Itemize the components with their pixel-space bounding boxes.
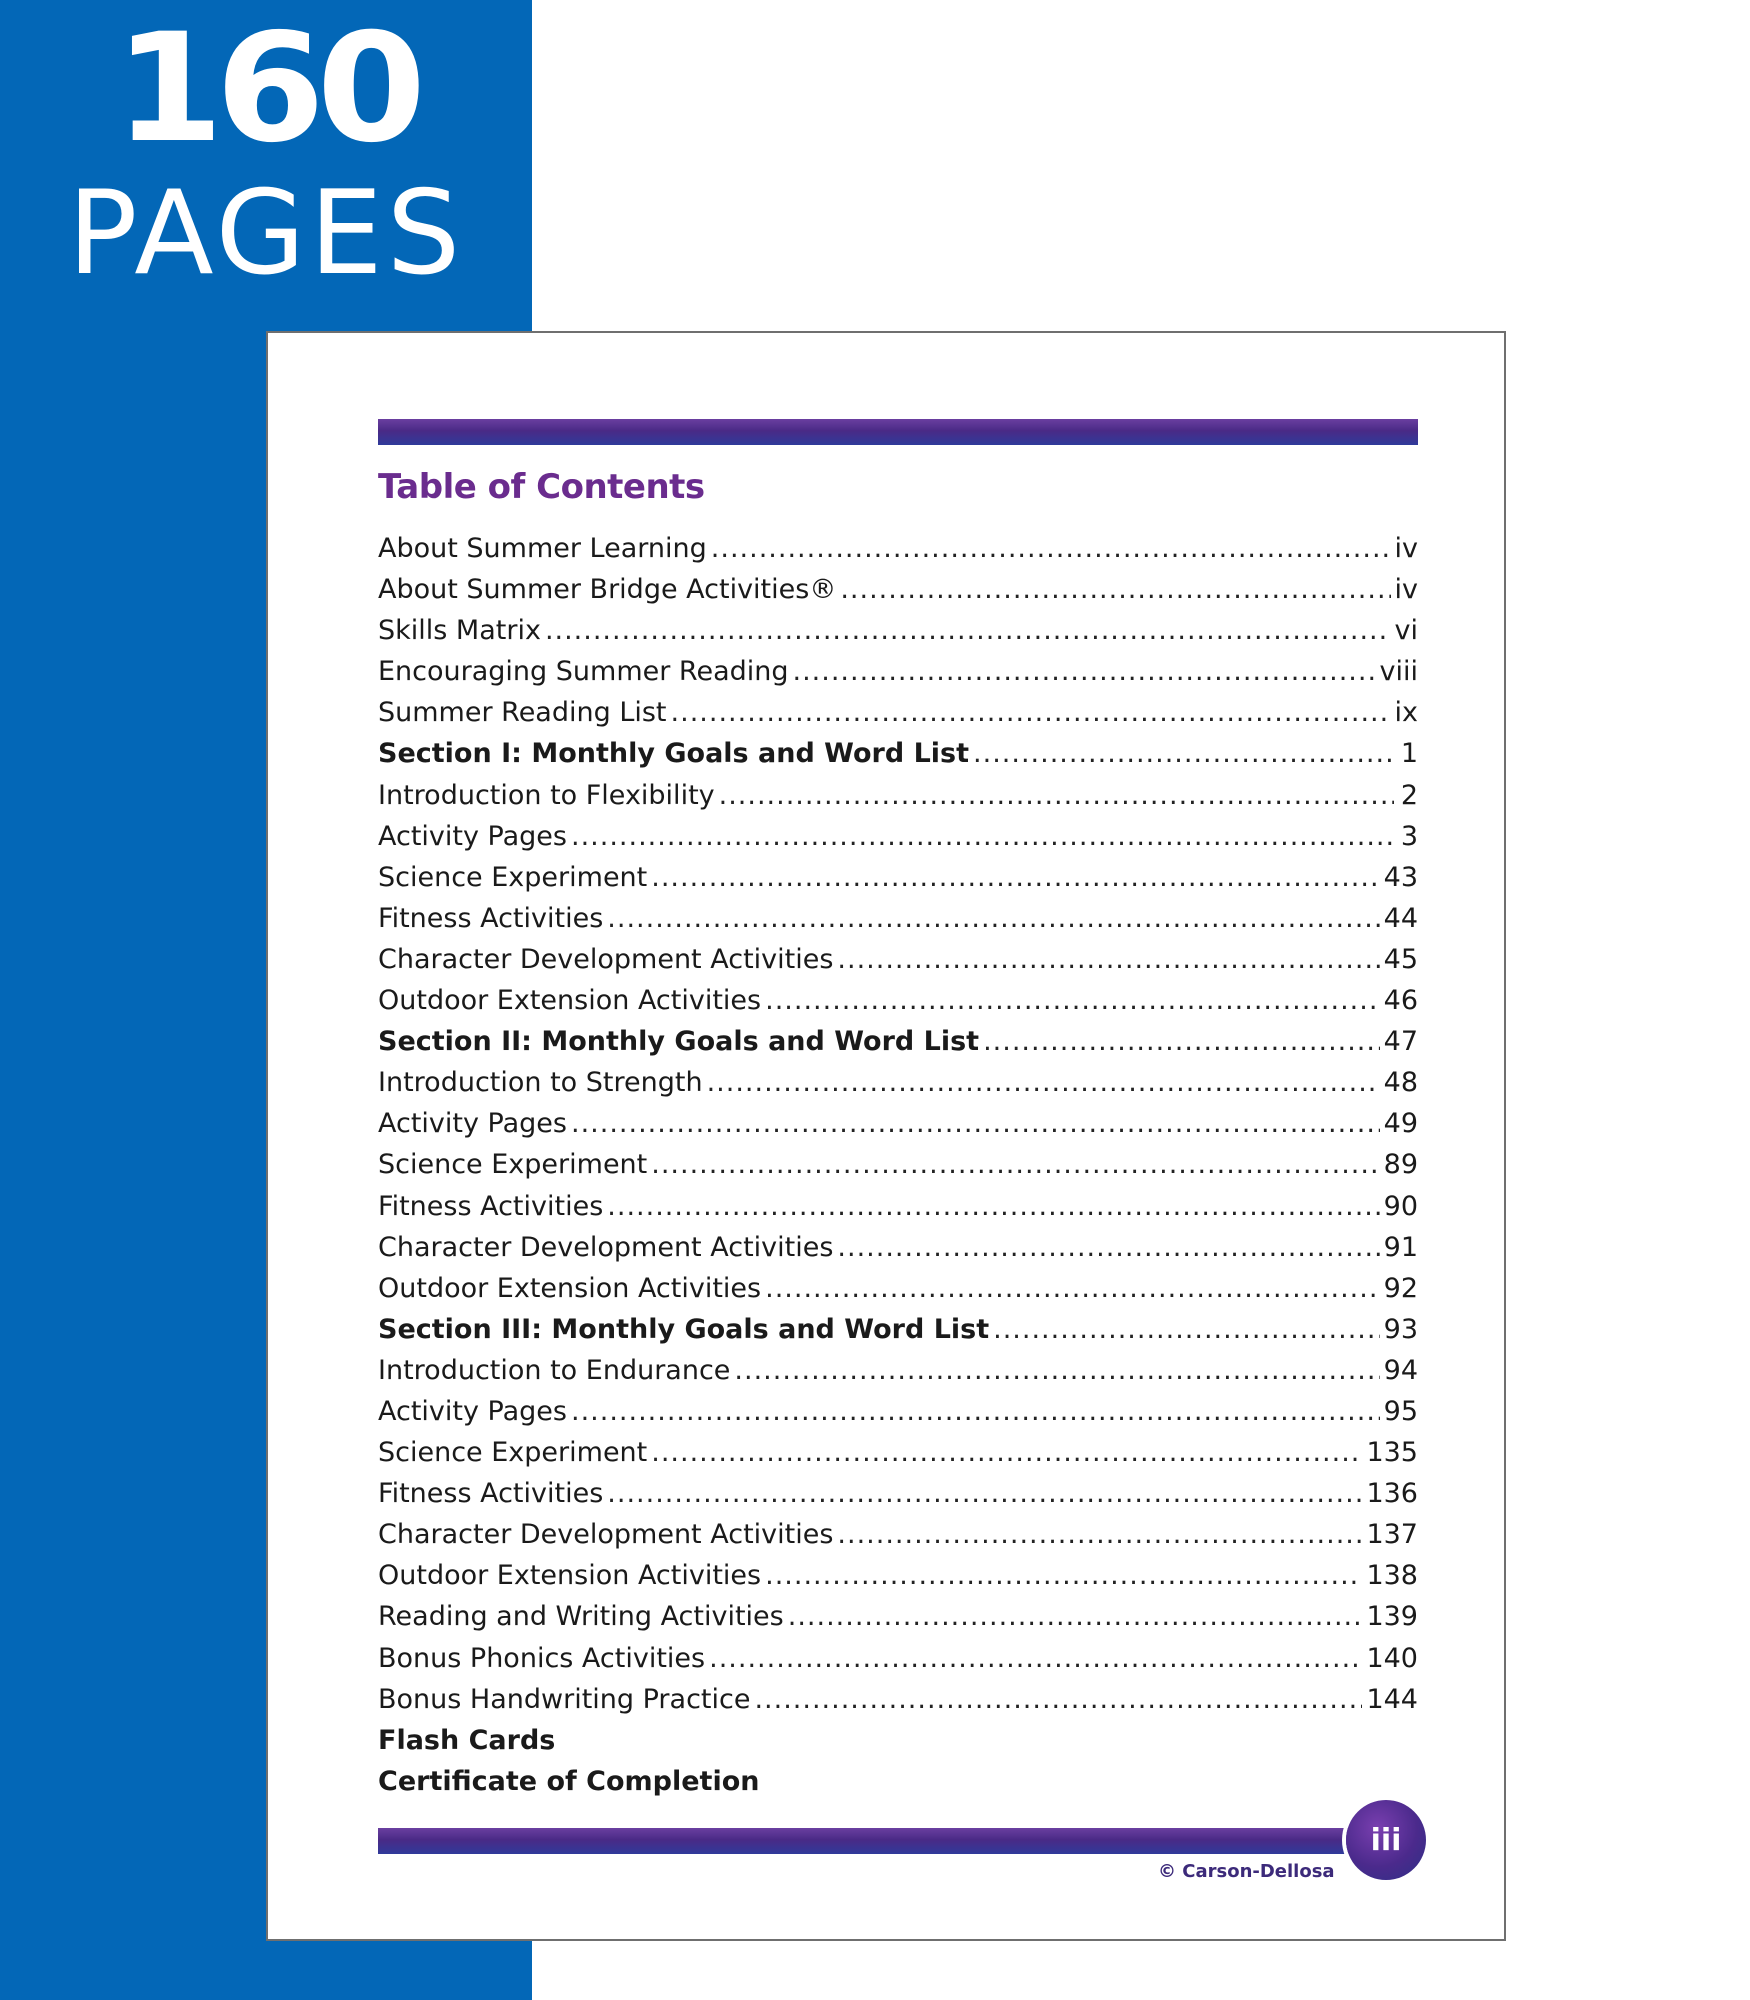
toc-entry: [378, 1355, 1418, 1396]
toc-dot-leader: [754, 1684, 1362, 1715]
toc-entry-label: Fitness Activities: [378, 1478, 604, 1510]
toc-entry-page: 2: [1400, 779, 1418, 811]
toc-entry-label: Bonus Phonics Activities: [378, 1642, 706, 1674]
toc-entry-label: Fitness Activities: [378, 902, 604, 934]
toc-entry-label: Science Experiment: [378, 1437, 648, 1469]
toc-entry-label: About Summer Bridge Activities®: [378, 574, 837, 606]
toc-entry-page: 91: [1383, 1231, 1418, 1263]
toc-entry: [378, 985, 1418, 1026]
toc-entry: [378, 1437, 1418, 1478]
toc-dot-leader: [788, 1601, 1363, 1632]
toc-entry: [378, 1232, 1418, 1273]
toc-dot-leader: [983, 1026, 1380, 1057]
toc-entry-page: 139: [1366, 1601, 1418, 1633]
header-rule: [378, 419, 1418, 445]
toc-entry: [378, 1684, 1418, 1725]
toc-entry-label: Activity Pages: [378, 1395, 567, 1427]
page-number-badge: iii: [1346, 1800, 1426, 1880]
toc-dot-leader: [571, 1108, 1380, 1139]
toc-entry-page: 89: [1383, 1149, 1418, 1181]
toc-entry: [378, 533, 1418, 574]
toc-entry: [378, 615, 1418, 656]
toc-entry-label: Fitness Activities: [378, 1190, 604, 1222]
toc-dot-leader: [607, 1478, 1362, 1509]
page-count-word: PAGES: [67, 166, 465, 301]
toc-entry-page: ix: [1394, 697, 1418, 729]
toc-entry: [378, 1766, 1418, 1807]
toc-entry: [378, 1026, 1418, 1067]
toc-entry-label: Outdoor Extension Activities: [378, 1560, 762, 1592]
toc-entry-page: 44: [1383, 902, 1418, 934]
toc-entry: [378, 697, 1418, 738]
toc-dot-leader: [765, 985, 1380, 1016]
toc-entry: [378, 1396, 1418, 1437]
toc-entry: [378, 1478, 1418, 1519]
toc-entry-page: 43: [1383, 861, 1418, 893]
toc-entry-page: 46: [1383, 985, 1418, 1017]
toc-entry: [378, 780, 1418, 821]
toc-dot-leader: [651, 862, 1379, 893]
toc-entry: [378, 1519, 1418, 1560]
toc-entry-page: 137: [1366, 1519, 1418, 1551]
toc-entry-page: viii: [1379, 656, 1418, 688]
toc-dot-leader: [765, 1560, 1362, 1591]
toc-entry-page: 95: [1383, 1395, 1418, 1427]
toc-entry-page: 45: [1383, 943, 1418, 975]
toc-dot-leader: [651, 1437, 1362, 1468]
toc-entry-page: 49: [1383, 1108, 1418, 1140]
toc-dot-leader: [734, 1355, 1379, 1386]
toc-entry-page: 48: [1383, 1067, 1418, 1099]
toc-entry-page: 3: [1400, 820, 1418, 852]
toc-entry: [378, 1108, 1418, 1149]
toc-entry: [378, 821, 1418, 862]
toc-entry-page: 94: [1383, 1354, 1418, 1386]
toc-dot-leader: [707, 1067, 1380, 1098]
toc-entry: [378, 656, 1418, 697]
toc-dot-leader: [719, 780, 1394, 811]
toc-entry-page: vi: [1394, 615, 1418, 647]
toc-entry-label: Introduction to Flexibility: [378, 779, 715, 811]
toc-entry-page: 90: [1383, 1190, 1418, 1222]
toc-dot-leader: [837, 1232, 1379, 1263]
toc-entry-label: Summer Reading List: [378, 697, 667, 729]
toc-entry-label: Science Experiment: [378, 861, 648, 893]
table-of-contents-page: [266, 331, 1506, 1941]
toc-dot-leader: [545, 615, 1391, 646]
toc-entry: [378, 574, 1418, 615]
toc-dot-leader: [709, 1643, 1362, 1674]
toc-entry-page: iv: [1394, 574, 1418, 606]
toc-dot-leader: [651, 1149, 1379, 1180]
toc-entry: [378, 1191, 1418, 1232]
toc-entry-label: Section I: Monthly Goals and Word List: [378, 738, 970, 770]
toc-entry-page: 1: [1400, 738, 1418, 770]
toc-entry-page: 92: [1383, 1272, 1418, 1304]
toc-entry: [378, 1725, 1418, 1766]
toc-entry-label: Skills Matrix: [378, 615, 541, 647]
toc-dot-leader: [837, 1519, 1362, 1550]
toc-entry-page: 140: [1366, 1642, 1418, 1674]
toc-entry: [378, 1273, 1418, 1314]
toc-entry: [378, 1643, 1418, 1684]
toc-entry-label: Introduction to Strength: [378, 1067, 703, 1099]
toc-entry: [378, 1601, 1418, 1642]
toc-entry-label: Certificate of Completion: [378, 1765, 760, 1797]
toc-dot-leader: [571, 1396, 1380, 1427]
toc-dot-leader: [607, 1191, 1379, 1222]
toc-entry-label: Section III: Monthly Goals and Word List: [378, 1313, 990, 1345]
toc-dot-leader: [793, 656, 1376, 687]
toc-dot-leader: [973, 738, 1394, 769]
toc-entry-label: Character Development Activities: [378, 1519, 834, 1551]
toc-entry: [378, 903, 1418, 944]
toc-entry-label: Bonus Handwriting Practice: [378, 1683, 751, 1715]
toc-dot-leader: [840, 574, 1390, 605]
toc-entry: [378, 738, 1418, 779]
toc-entry-label: Character Development Activities: [378, 1231, 834, 1263]
toc-entry-label: Reading and Writing Activities: [378, 1601, 784, 1633]
toc-dot-leader: [571, 821, 1394, 852]
copyright-text: © Carson-Dellosa: [1158, 1861, 1335, 1882]
toc-entry-page: 47: [1383, 1026, 1418, 1058]
toc-entry-label: Activity Pages: [378, 1108, 567, 1140]
toc-dot-leader: [671, 697, 1391, 728]
toc-entry-label: Character Development Activities: [378, 943, 834, 975]
toc-entry-page: 144: [1366, 1683, 1418, 1715]
toc-entry-page: 136: [1366, 1478, 1418, 1510]
toc-entry: [378, 1067, 1418, 1108]
toc-entry-label: Activity Pages: [378, 820, 567, 852]
toc-entry: [378, 1314, 1418, 1355]
toc-entry-page: 138: [1366, 1560, 1418, 1592]
toc-entry: [378, 944, 1418, 985]
toc-list: [378, 533, 1418, 1807]
toc-entry-page: 93: [1383, 1313, 1418, 1345]
toc-entry-label: Science Experiment: [378, 1149, 648, 1181]
page-count-number: 160: [114, 2, 418, 176]
toc-entry-label: Outdoor Extension Activities: [378, 985, 762, 1017]
toc-entry-label: Outdoor Extension Activities: [378, 1272, 762, 1304]
toc-entry-label: Section II: Monthly Goals and Word List: [378, 1026, 980, 1058]
toc-entry-page: iv: [1394, 533, 1418, 564]
toc-entry: [378, 1560, 1418, 1601]
toc-dot-leader: [765, 1273, 1380, 1304]
toc-entry-label: Flash Cards: [378, 1724, 556, 1756]
toc-entry: [378, 1149, 1418, 1190]
footer-rule: [378, 1828, 1378, 1854]
toc-entry-label: About Summer Learning: [378, 533, 707, 564]
toc-dot-leader: [711, 533, 1391, 564]
toc-dot-leader: [607, 903, 1379, 934]
toc-entry-label: Introduction to Endurance: [378, 1354, 731, 1386]
toc-dot-leader: [837, 944, 1379, 975]
toc-entry: [378, 862, 1418, 903]
toc-title: Table of Contents: [378, 467, 705, 507]
toc-entry-page: 135: [1366, 1437, 1418, 1469]
toc-entry-label: Encouraging Summer Reading: [378, 656, 789, 688]
toc-dot-leader: [993, 1314, 1380, 1345]
